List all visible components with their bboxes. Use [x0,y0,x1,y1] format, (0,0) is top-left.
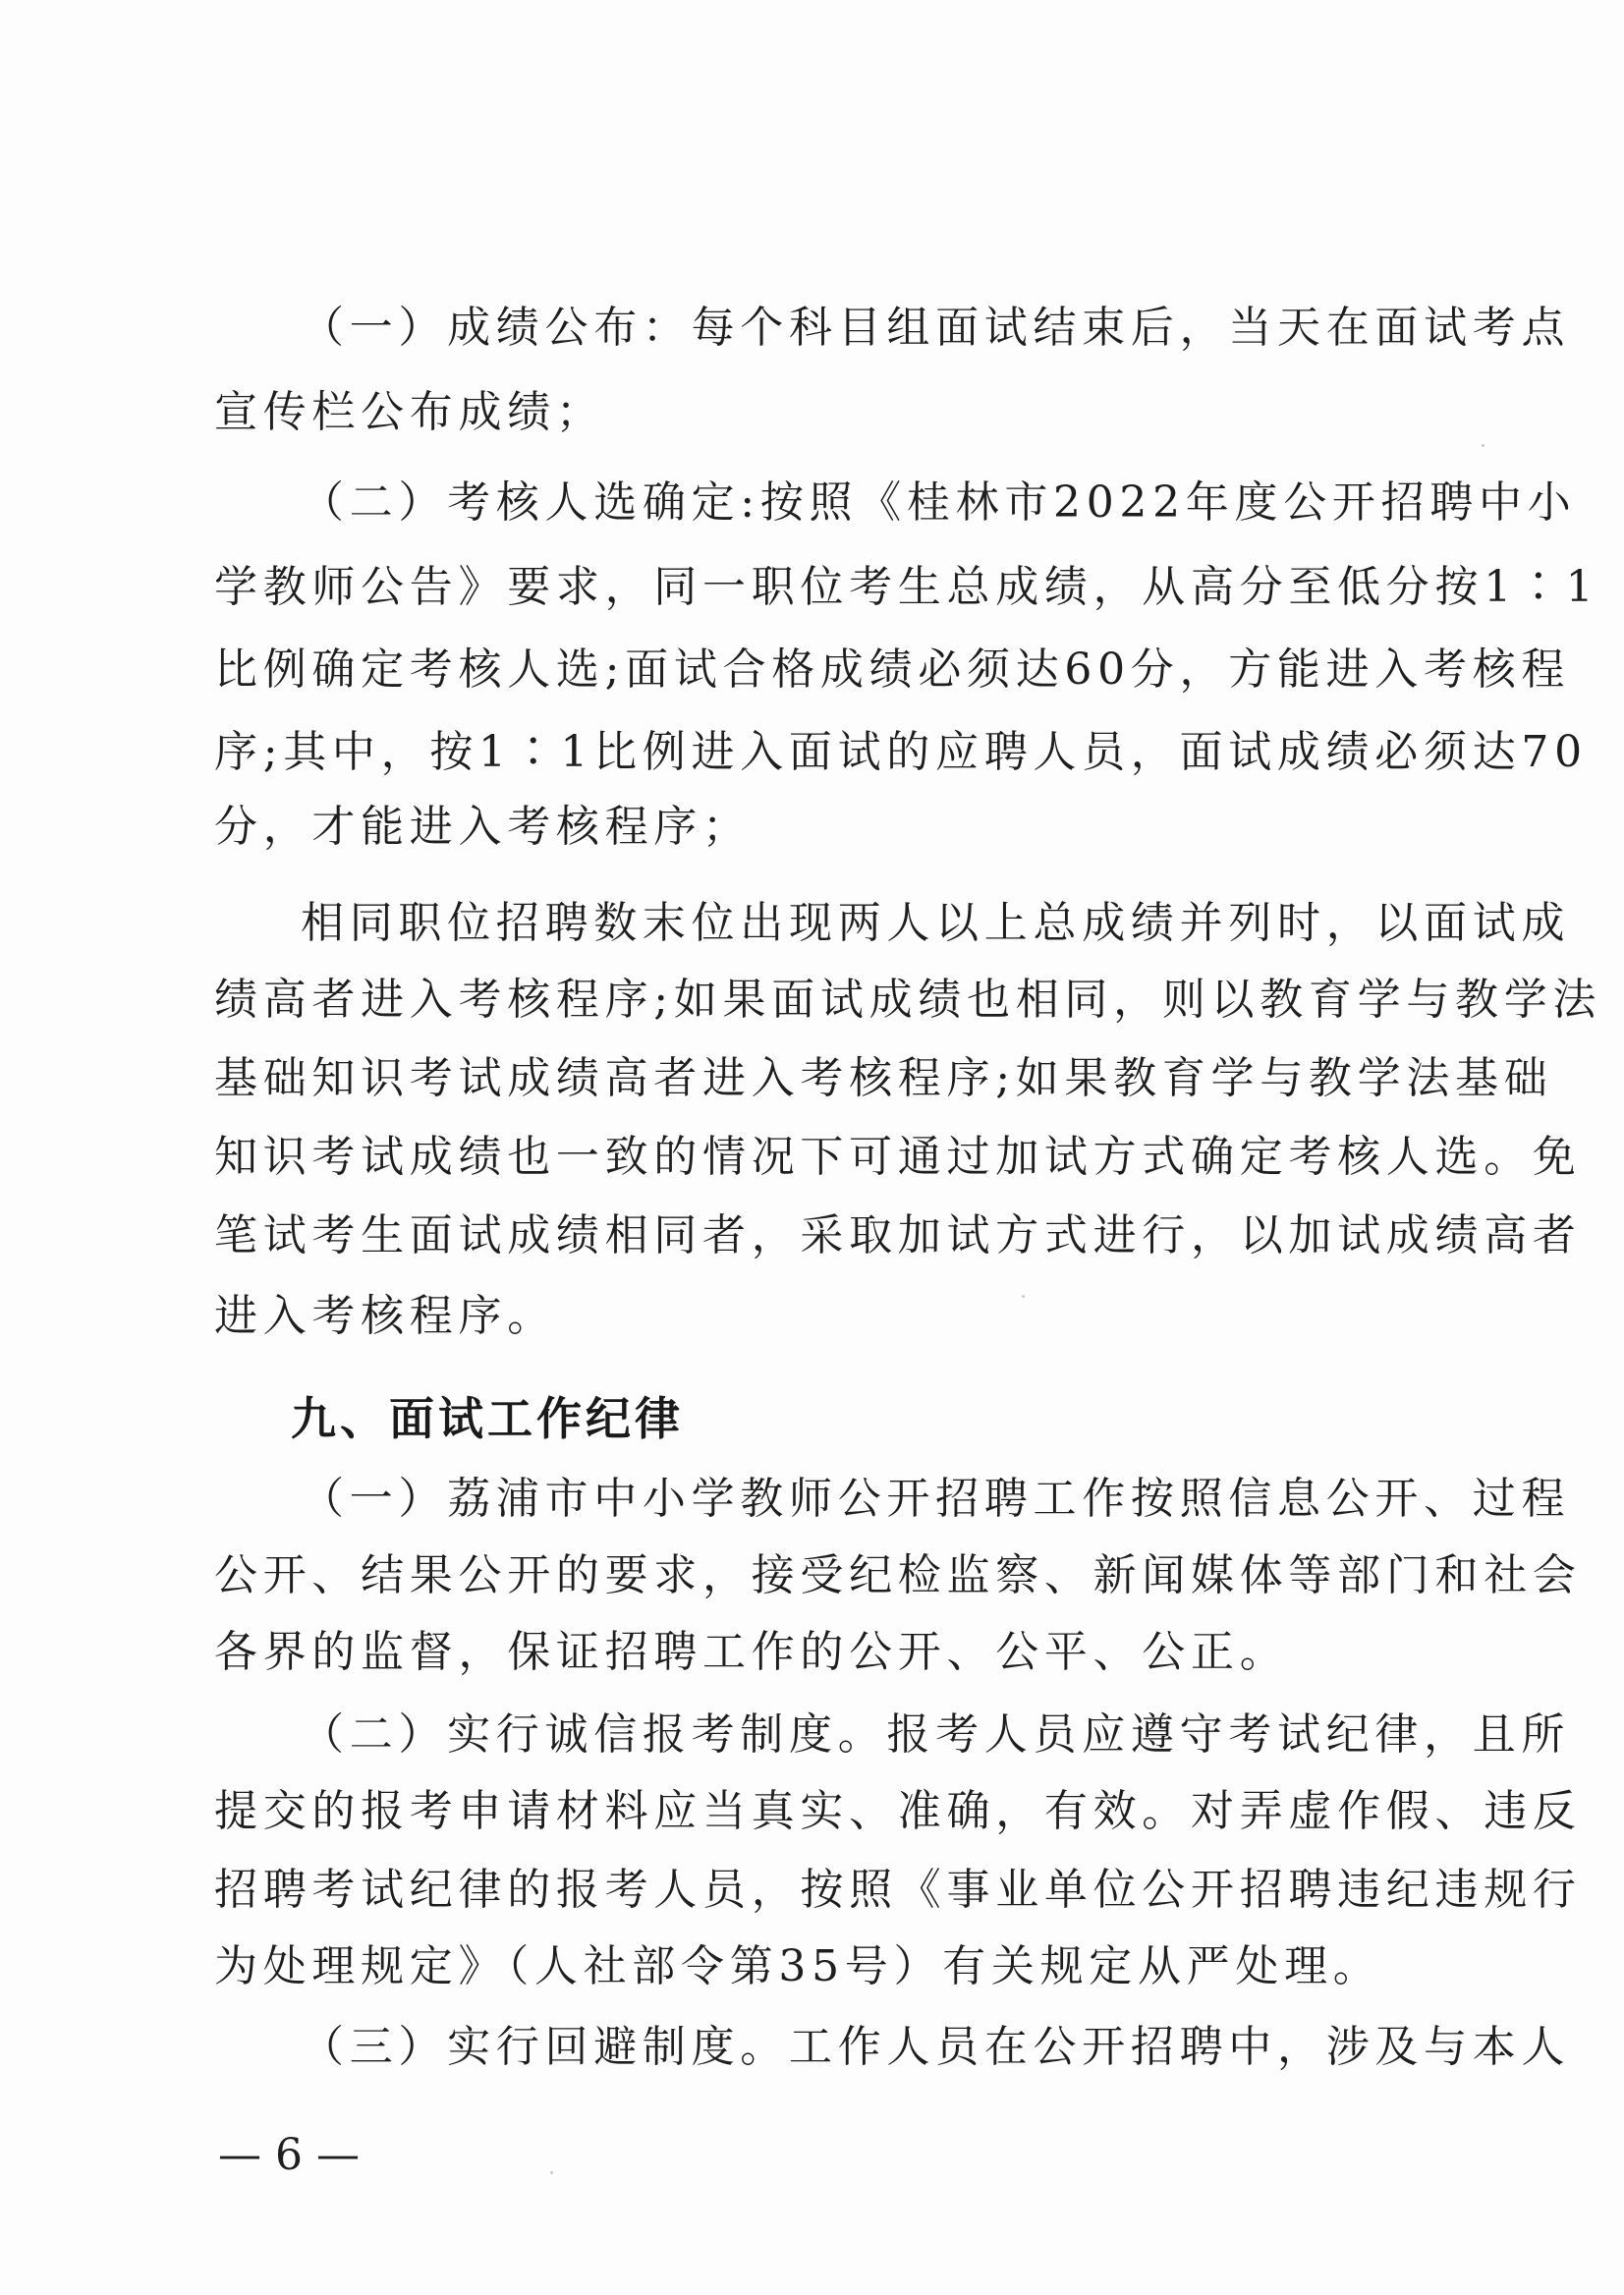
section9-item2-line-1: （二）实行诚信报考制度。报考人员应遵守考试纪律，且所 [301,1709,1571,1760]
section8-item2-line-5: 分，才能进入考核程序； [214,802,752,852]
scan-speck [1022,1295,1025,1298]
section8-item2-line-1: （二）考核人选确定:按照《桂林市2022年度公开招聘中小 [301,477,1577,528]
tie-rule-line-4: 知识考试成绩也一致的情况下可通过加试方式确定考核人选。免 [214,1132,1582,1182]
section8-item1-line-2: 宣传栏公布成绩； [214,387,605,437]
section9-item1-line-1: （一）荔浦市中小学教师公开招聘工作按照信息公开、过程 [301,1474,1571,1524]
page-number: — 6 — [218,2130,360,2180]
scan-speck [1482,444,1484,447]
tie-rule-line-1: 相同职位招聘数末位出现两人以上总成绩并列时，以面试成 [301,898,1571,948]
section8-item1-line-1: （一）成绩公布：每个科目组面试结束后，当天在面试考点 [301,303,1571,353]
tie-rule-line-5: 笔试考生面试成绩相同者，采取加试方式进行，以加试成绩高者 [214,1210,1582,1260]
tie-rule-line-3: 基础知识考试成绩高者进入考核程序;如果教育学与教学法基础 [214,1053,1553,1103]
tie-rule-line-6: 进入考核程序。 [214,1291,556,1341]
section9-item2-line-4: 为处理规定》（人社部令第35号）有关规定从严处理。 [214,1941,1382,1991]
section8-item2-line-3: 比例确定考核人选;面试合格成绩必须达60分，方能进入考核程 [214,644,1571,695]
scan-speck [550,2171,553,2174]
section9-heading: 九、面试工作纪律 [291,1392,684,1445]
section9-item1-line-3: 各界的监督，保证招聘工作的公开、公平、公正。 [214,1627,1289,1677]
tie-rule-line-2: 绩高者进入考核程序;如果面试成绩也相同，则以教育学与教学法 [214,975,1602,1025]
section9-item1-line-2: 公开、结果公开的要求，接受纪检监察、新闻媒体等部门和社会 [214,1550,1582,1600]
section8-item2-line-4: 序;其中，按1∶1比例进入面试的应聘人员，面试成绩必须达70 [214,727,1588,777]
section9-item2-line-2: 提交的报考申请材料应当真实、准确，有效。对弄虚作假、违反 [214,1786,1582,1836]
section8-item2-line-2: 学教师公告》要求，同一职位考生总成绩，从高分至低分按1∶1 [214,562,1599,612]
section9-item2-line-3: 招聘考试纪律的报考人员，按照《事业单位公开招聘违纪违规行 [214,1865,1582,1915]
section9-item3-line-1: （三）实行回避制度。工作人员在公开招聘中，涉及与本人 [301,2022,1571,2072]
